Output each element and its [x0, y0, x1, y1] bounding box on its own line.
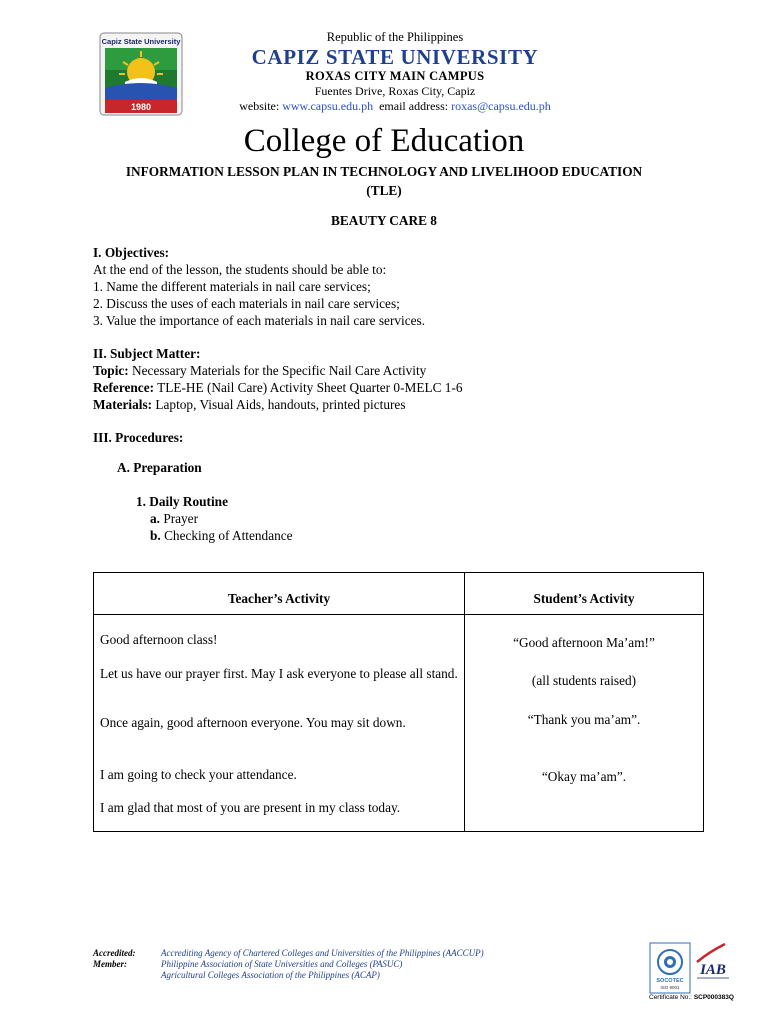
routine-item-prayer	[136, 510, 293, 527]
letterhead	[195, 30, 595, 114]
objective-item: 1. Name the different materials in nail care services;	[93, 279, 371, 294]
objective-item: 3. Value the importance of each materials in nail care services.	[93, 313, 426, 328]
campus-address: Fuentes Drive, Roxas City, Capiz	[314, 84, 476, 98]
iso-text: ISO 9001	[660, 985, 680, 990]
website-label: website:	[239, 99, 280, 113]
reference-line	[93, 379, 463, 396]
student-line: “Good afternoon Ma’am!”	[513, 635, 655, 650]
certification-badges	[649, 940, 733, 1000]
college-title: College of Education	[243, 123, 525, 159]
topic-label: Topic:	[93, 363, 129, 378]
materials-value: Laptop, Visual Aids, handouts, printed pictures	[155, 397, 406, 412]
university-logo	[99, 32, 183, 116]
iab-badge	[697, 944, 729, 978]
subject-title: BEAUTY CARE 8	[331, 213, 437, 228]
objectives-intro: At the end of the lesson, the students should be able to:	[93, 262, 387, 277]
daily-routine-heading: 1. Daily Routine	[136, 494, 228, 509]
socotec-text: SOCOTEC	[656, 978, 684, 984]
logo-year-text: 1980	[130, 102, 152, 112]
objectives-heading: I. Objectives:	[93, 245, 170, 260]
teacher-line: I am glad that most of you are present in my class today.	[100, 800, 401, 815]
teacher-line: Let us have our prayer first. May I ask everyone to please all stand.	[100, 666, 458, 681]
routine-item-letter: b.	[150, 528, 161, 543]
contact-line	[195, 99, 595, 114]
lesson-plan-title: INFORMATION LESSON PLAN IN TECHNOLOGY AND LIVELIHOOD EDUCATION (TLE)	[125, 164, 643, 198]
iab-text: IAB	[700, 962, 726, 978]
republic-line: Republic of the Philippines	[326, 30, 464, 44]
topic-value: Necessary Materials for the Specific Nail Care Activity	[132, 363, 427, 378]
member-value: Philippine Association of State Universities and Colleges (PASUC)	[161, 959, 403, 969]
logo-name-text: Capiz State University	[101, 37, 181, 46]
materials-line	[93, 396, 463, 413]
table-header-divider	[94, 614, 703, 615]
activity-table	[93, 572, 704, 832]
accredited-value: Accrediting Agency of Chartered Colleges and Universities of the Philippines (AACCUP)	[161, 948, 484, 958]
routine-item-attendance	[136, 527, 293, 544]
objective-item: 2. Discuss the uses of each materials in nail care services;	[93, 296, 400, 311]
university-name: CAPIZ STATE UNIVERSITY	[251, 45, 539, 69]
campus-name: ROXAS CITY MAIN CAMPUS	[305, 69, 485, 83]
website-link[interactable]: www.capsu.edu.ph	[282, 99, 374, 113]
email-link[interactable]: roxas@capsu.edu.ph	[451, 99, 551, 113]
topic-line	[93, 362, 463, 379]
objectives-section	[93, 244, 425, 329]
teacher-line: I am going to check your attendance.	[100, 767, 297, 782]
teacher-activity-header: Teacher’s Activity	[227, 591, 331, 606]
member-value: Agricultural Colleges Association of the Philippines (ACAP)	[161, 970, 380, 980]
student-line: (all students raised)	[531, 673, 637, 688]
email-label: email address:	[379, 99, 449, 113]
certificate-label: Certificate No.:	[649, 994, 692, 1001]
reference-value: TLE-HE (Nail Care) Activity Sheet Quarter 0-MELC 1-6	[157, 380, 463, 395]
routine-item-letter: a.	[150, 511, 160, 526]
teacher-line: Good afternoon class!	[100, 632, 218, 647]
procedures-heading: III. Procedures:	[93, 430, 184, 445]
table-column-divider	[464, 573, 465, 831]
certificate-number	[649, 994, 734, 1001]
procedures-section	[93, 429, 183, 446]
subject-matter-section	[93, 345, 463, 413]
preparation-block	[117, 459, 202, 476]
accredited-label: Accredited:	[93, 948, 136, 958]
student-line: “Okay ma’am”.	[541, 769, 627, 784]
routine-item-text: Prayer	[163, 511, 199, 526]
socotec-badge	[650, 943, 690, 993]
certificate-value: SCP000383Q	[693, 994, 734, 1001]
subject-matter-heading: II. Subject Matter:	[93, 346, 201, 361]
member-label: Member:	[93, 959, 127, 969]
materials-label: Materials:	[93, 397, 153, 412]
reference-label: Reference:	[93, 380, 155, 395]
teacher-line: Once again, good afternoon everyone. You may sit down.	[100, 715, 406, 730]
student-line: “Thank you ma’am”.	[527, 712, 641, 727]
routine-item-text: Checking of Attendance	[164, 528, 293, 543]
daily-routine-block	[136, 493, 293, 544]
student-activity-header: Student’s Activity	[533, 591, 635, 606]
preparation-heading: A. Preparation	[117, 460, 202, 475]
